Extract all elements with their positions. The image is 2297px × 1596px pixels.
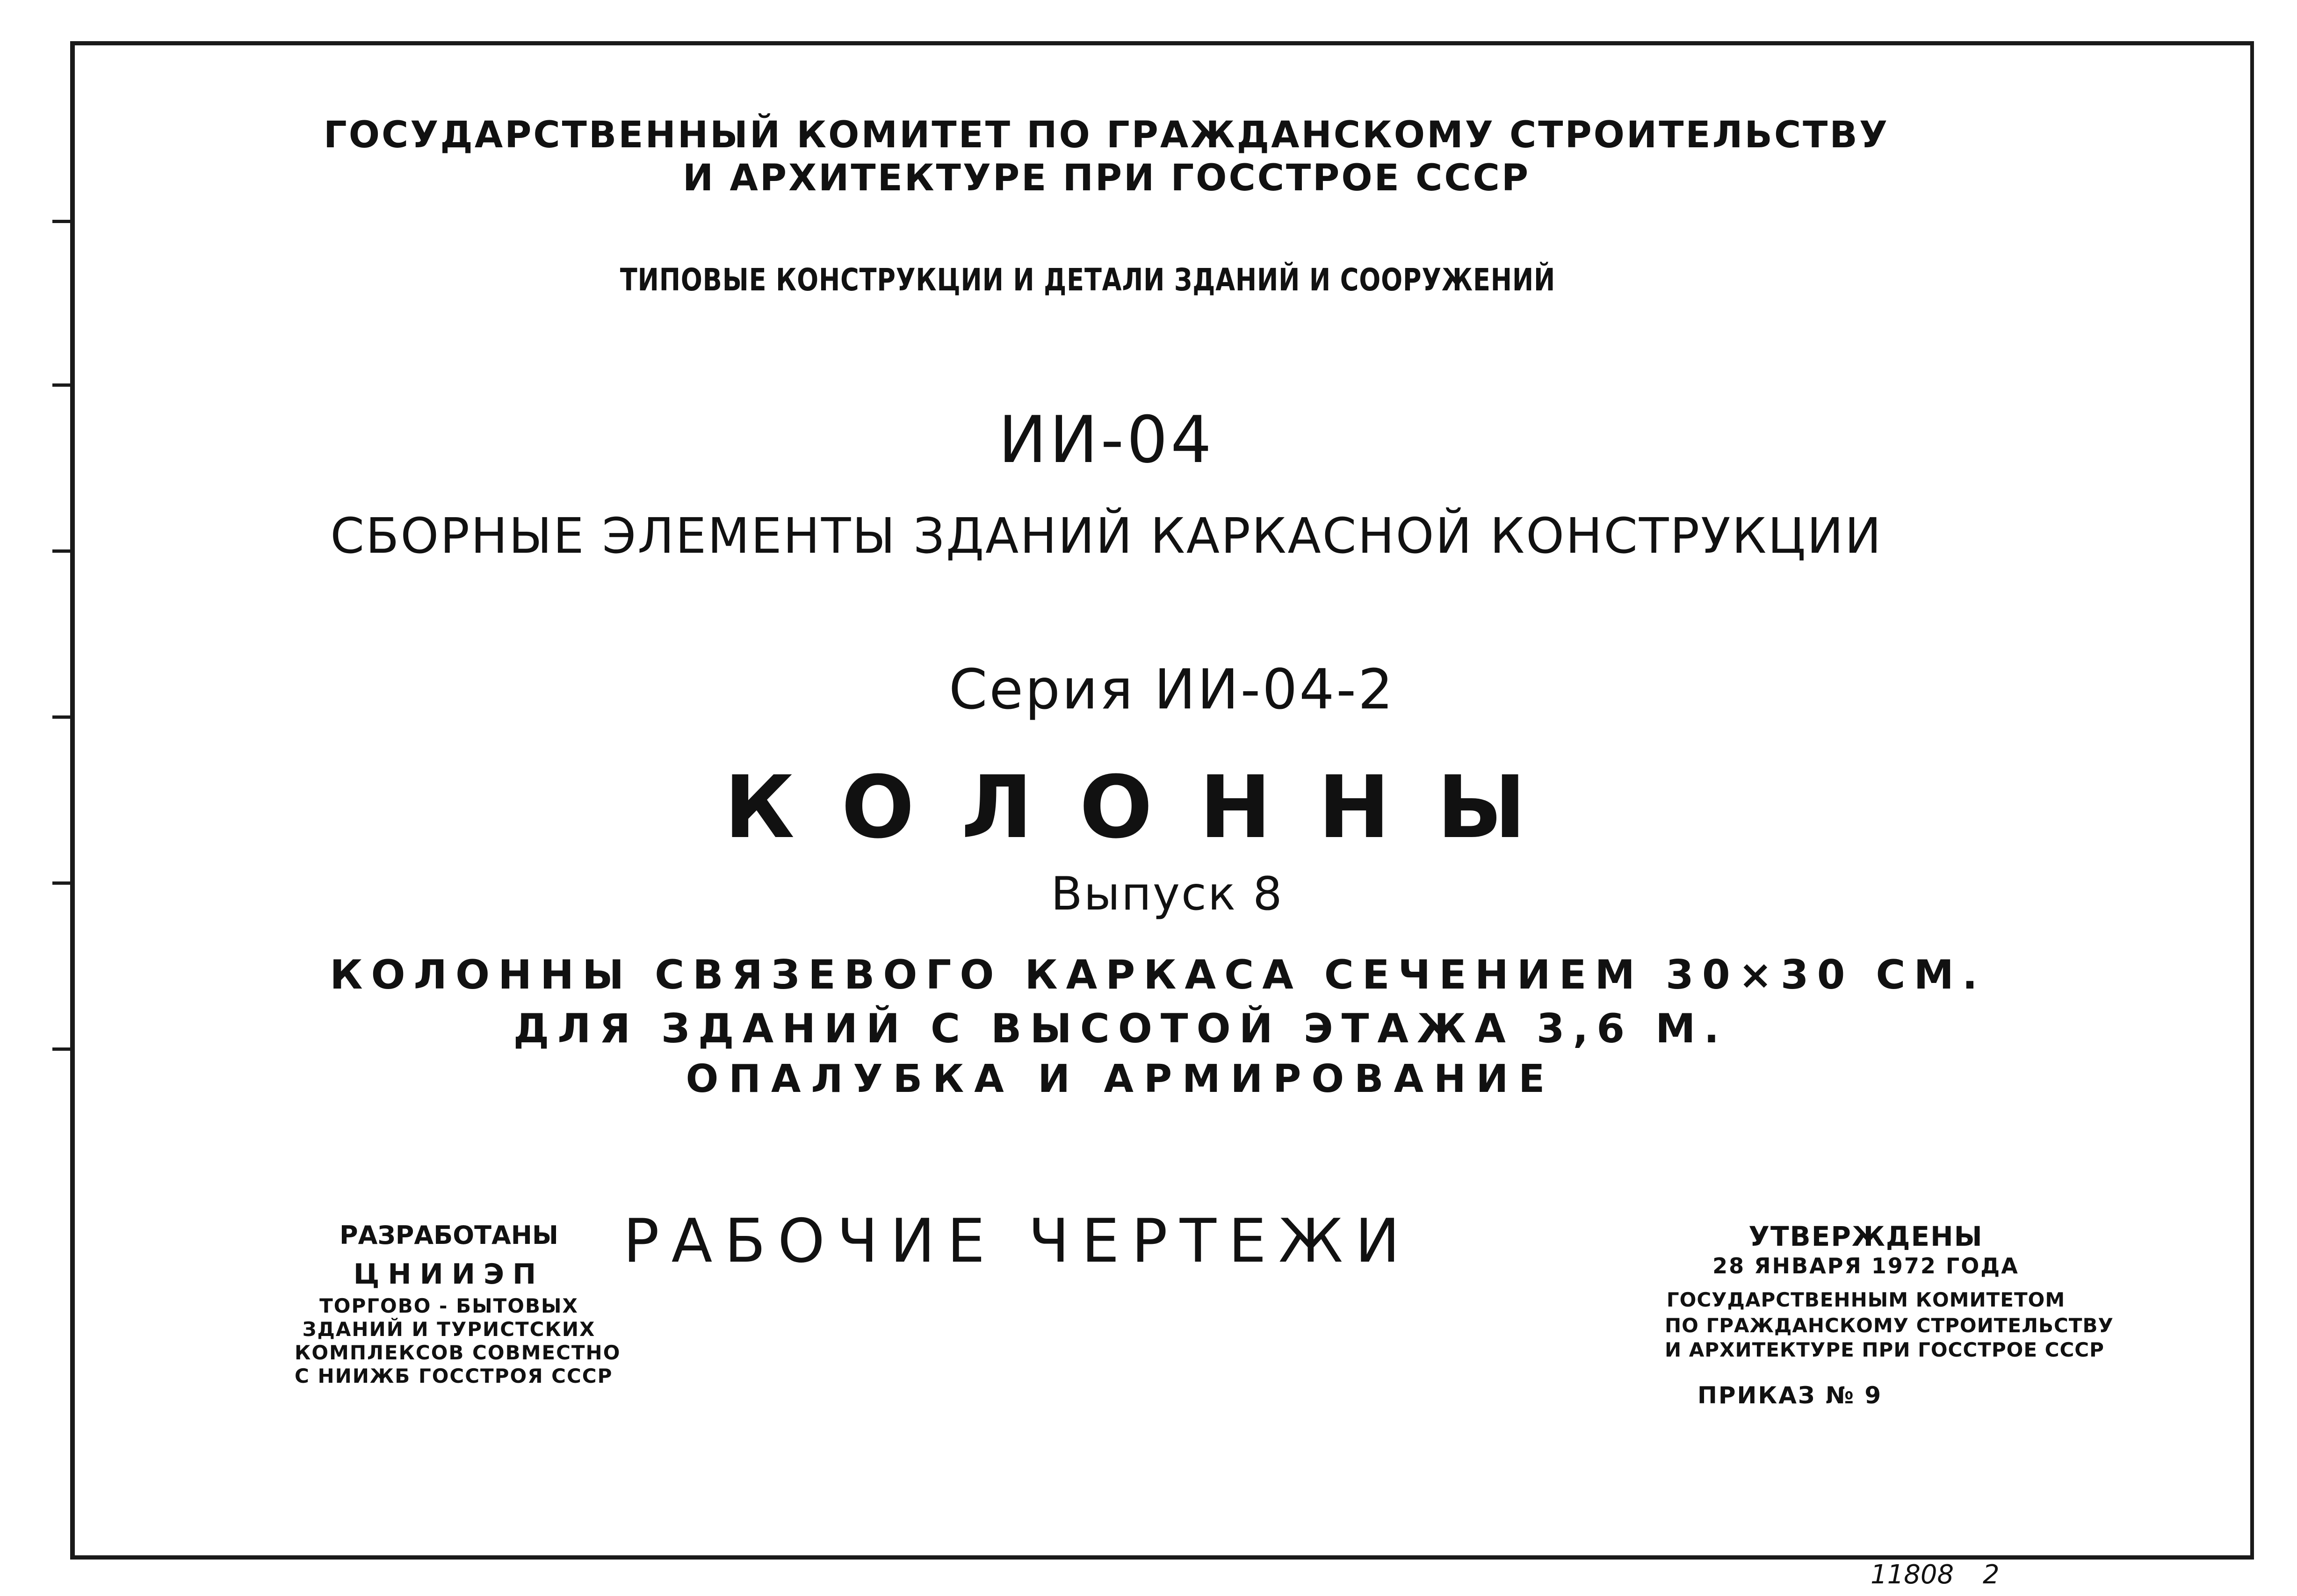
approved-line: И АРХИТЕКТУРЕ ПРИ ГОССТРОЕ СССР bbox=[1665, 1338, 2104, 1361]
committee-line-2: И АРХИТЕКТУРЕ ПРИ ГОССТРОЕ СССР bbox=[683, 157, 1530, 199]
sheet-number: 2 bbox=[1983, 1560, 2000, 1590]
developed-line: КОМПЛЕКСОВ СОВМЕСТНО bbox=[295, 1341, 621, 1364]
description-line-3: ОПАЛУБКА И АРМИРОВАНИЕ bbox=[686, 1057, 1555, 1101]
developed-line: С НИИЖБ ГОССТРОЯ СССР bbox=[295, 1365, 613, 1387]
main-title: КОЛОННЫ bbox=[724, 758, 1573, 858]
developed-line: ЗДАНИЙ И ТУРИСТСКИХ bbox=[302, 1318, 596, 1341]
drawing-type-title: РАБОЧИЕ ЧЕРТЕЖИ bbox=[623, 1206, 1412, 1276]
developed-org: ЦНИИЭП bbox=[353, 1258, 545, 1291]
approved-line: ГОСУДАРСТВЕННЫМ КОМИТЕТОМ bbox=[1666, 1288, 2066, 1311]
approved-date: 28 ЯНВАРЯ 1972 ГОДА bbox=[1712, 1253, 2019, 1278]
typical-constructions-title: ТИПОВЫЕ КОНСТРУКЦИИ И ДЕТАЛИ ЗДАНИЙ И СООРУЖЕНИЙ bbox=[620, 262, 1556, 298]
description-line-1: КОЛОННЫ СВЯЗЕВОГО КАРКАСА СЕЧЕНИЕМ 30×30 СМ. bbox=[330, 952, 1986, 998]
developed-header: РАЗРАБОТАНЫ bbox=[339, 1220, 558, 1250]
margin-tick bbox=[52, 383, 73, 387]
approved-line: ПО ГРАЖДАНСКОМУ СТРОИТЕЛЬСТВУ bbox=[1665, 1314, 2114, 1337]
frame-top-border bbox=[70, 41, 2254, 45]
margin-tick bbox=[52, 220, 73, 223]
approved-header: УТВЕРЖДЕНЫ bbox=[1748, 1220, 1983, 1252]
sheet-code: 11808 bbox=[1871, 1560, 1954, 1590]
issue-label: Выпуск 8 bbox=[1051, 867, 1284, 921]
developed-line: ТОРГОВО - БЫТОВЫХ bbox=[319, 1294, 578, 1317]
frame-bottom-border bbox=[70, 1555, 2254, 1560]
series-label: Серия ИИ-04-2 bbox=[949, 657, 1395, 722]
document-code: ИИ-04 bbox=[998, 402, 1214, 477]
document-subtitle: СБОРНЫЕ ЭЛЕМЕНТЫ ЗДАНИЙ КАРКАСНОЙ КОНСТРУКЦИИ bbox=[330, 507, 1883, 564]
approved-order: ПРИКАЗ № 9 bbox=[1697, 1382, 1883, 1409]
committee-line-1: ГОСУДАРСТВЕННЫЙ КОМИТЕТ ПО ГРАЖДАНСКОМУ СТРОИТЕЛЬСТВУ bbox=[324, 114, 1889, 156]
description-line-2: ДЛЯ ЗДАНИЙ С ВЫСОТОЙ ЭТАЖА 3,6 М. bbox=[513, 1005, 1728, 1052]
